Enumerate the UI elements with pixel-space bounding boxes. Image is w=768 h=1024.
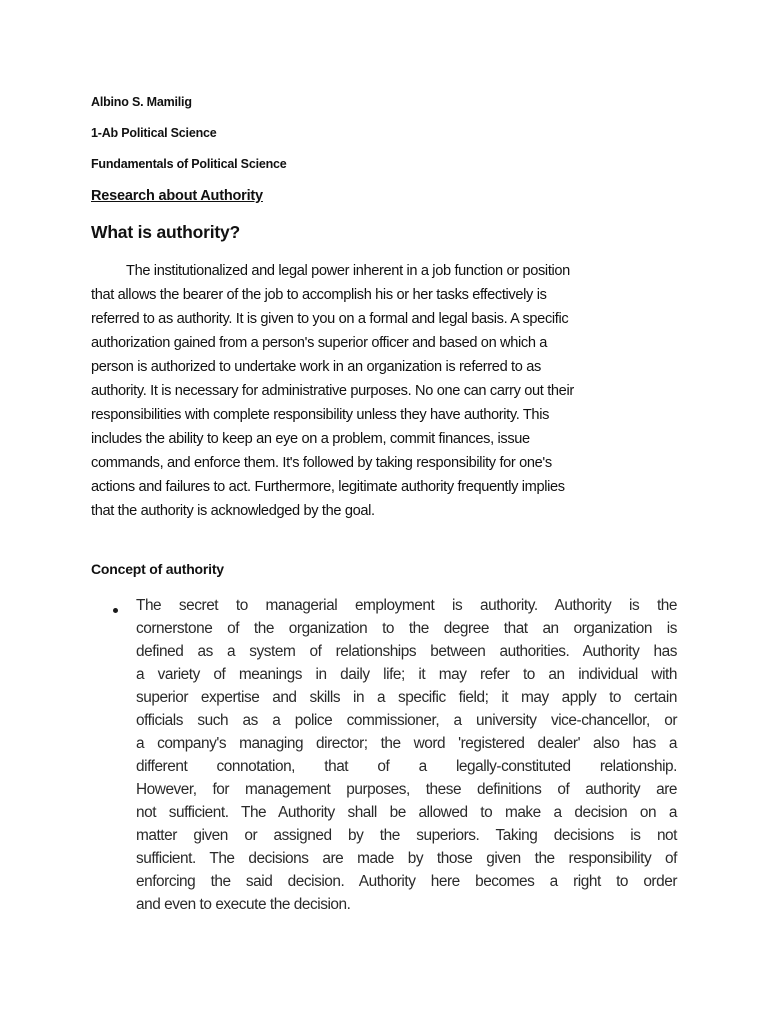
bullet-line: a company's managing director; the word 'registered dealer' also has a [136, 735, 677, 752]
paragraph-line: actions and failures to act. Furthermore, legitimate authority frequently implies [91, 479, 565, 495]
course-section: 1-Ab Political Science [91, 126, 217, 140]
bullet-line: matter given or assigned by the superiors. Taking decisions is not [136, 827, 677, 844]
bullet-icon [113, 608, 118, 613]
author-name: Albino S. Mamilig [91, 95, 192, 109]
paragraph-line: person is authorized to undertake work in an organization is referred to as [91, 359, 541, 375]
bullet-line: However, for management purposes, these definitions of authority are [136, 781, 677, 798]
document-title: Research about Authority [91, 188, 263, 204]
bullet-line: enforcing the said decision. Authority here becomes a right to order [136, 873, 677, 890]
bullet-line: sufficient. The decisions are made by those given the responsibility of [136, 850, 677, 867]
bullet-line: cornerstone of the organization to the degree that an organization is [136, 620, 677, 637]
bullet-text [136, 594, 677, 916]
paragraph-line: includes the ability to keep an eye on a problem, commit finances, issue [91, 431, 530, 447]
definition-paragraph [91, 259, 671, 523]
bullet-line: The secret to managerial employment is authority. Authority is the [136, 597, 677, 614]
paragraph-line: The institutionalized and legal power inherent in a job function or position [126, 263, 570, 279]
paragraph-line: that the authority is acknowledged by the goal. [91, 503, 375, 519]
bullet-line: a variety of meanings in daily life; it may refer to an individual with [136, 666, 677, 683]
paragraph-line: commands, and enforce them. It's followed by taking responsibility for one's [91, 455, 552, 471]
bullet-line: not sufficient. The Authority shall be allowed to make a decision on a [136, 804, 677, 821]
paragraph-line: responsibilities with complete responsibility unless they have authority. This [91, 407, 550, 423]
paragraph-line: that allows the bearer of the job to accomplish his or her tasks effectively is [91, 287, 547, 303]
paragraph-line: referred to as authority. It is given to you on a formal and legal basis. A specific [91, 311, 569, 327]
bullet-line: officials such as a police commissioner, a university vice-chancellor, or [136, 712, 677, 729]
paragraph-line: authorization gained from a person's superior officer and based on which a [91, 335, 548, 351]
bullet-line: and even to execute the decision. [136, 896, 351, 913]
bullet-line: defined as a system of relationships between authorities. Authority has [136, 643, 677, 660]
bullet-line: different connotation, that of a legally-constituted relationship. [136, 758, 677, 775]
section-heading-concept-of-authority: Concept of authority [91, 561, 224, 577]
paragraph-line: authority. It is necessary for administrative purposes. No one can carry out their [91, 383, 574, 399]
subject-name: Fundamentals of Political Science [91, 157, 287, 171]
section-heading-what-is-authority: What is authority? [91, 222, 241, 242]
bullet-line: superior expertise and skills in a specific field; it may apply to certain [136, 689, 677, 706]
